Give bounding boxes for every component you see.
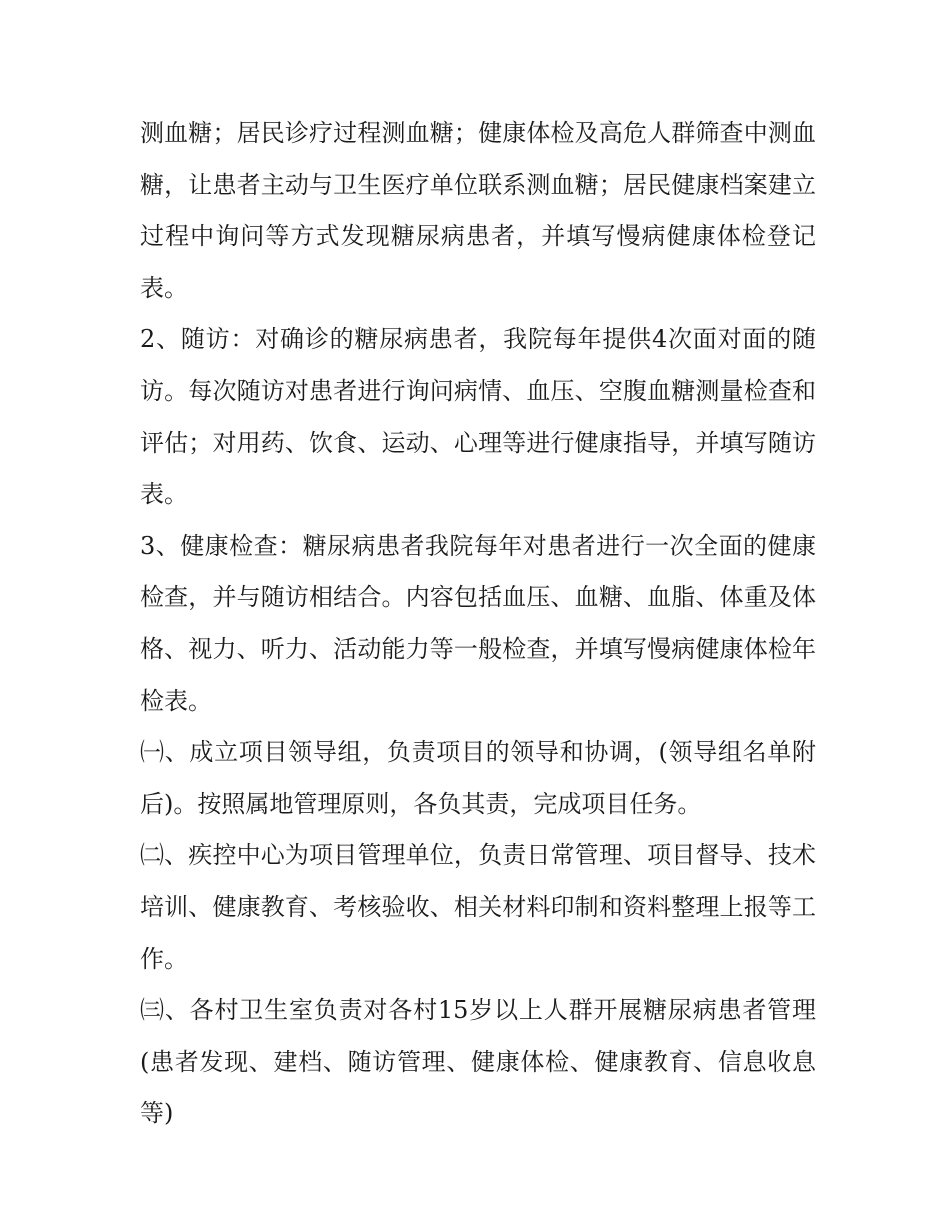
paragraph-follow-up: 2、随访：对确诊的糖尿病患者，我院每年提供4次面对面的随访。每次随访对患者进行询问病情、血压、空腹血糖测量检查和评估；对用药、饮食、运动、心理等进行健康指导，并填写随访表。 [140, 325, 816, 509]
document-body [140, 108, 816, 1140]
paragraph-village-clinics: ㈢、各村卫生室负责对各村15岁以上人群开展糖尿病患者管理(患者发现、建档、随访管理、健康体检、健康教育、信息收息等) [140, 996, 816, 1128]
paragraph-cdc-role: ㈡、疾控中心为项目管理单位，负责日常管理、项目督导、技术培训、健康教育、考核验收、相关材料印制和资料整理上报等工作。 [140, 841, 816, 973]
paragraph-detection: 测血糖；居民诊疗过程测血糖；健康体检及高危人群筛查中测血糖，让患者主动与卫生医疗单位联系测血糖；居民健康档案建立过程中询问等方式发现糖尿病患者，并填写慢病健康体检登记表。 [140, 119, 816, 302]
paragraph-leadership-group: ㈠、成立项目领导组，负责项目的领导和协调，(领导组名单附后)。按照属地管理原则，各负其责，完成项目任务。 [140, 738, 816, 818]
paragraph-health-check: 3、健康检查：糖尿病患者我院每年对患者进行一次全面的健康检查，并与随访相结合。内容包括血压、血糖、血脂、体重及体格、视力、听力、活动能力等一般检查，并填写慢病健康体检年检表。 [140, 531, 816, 715]
